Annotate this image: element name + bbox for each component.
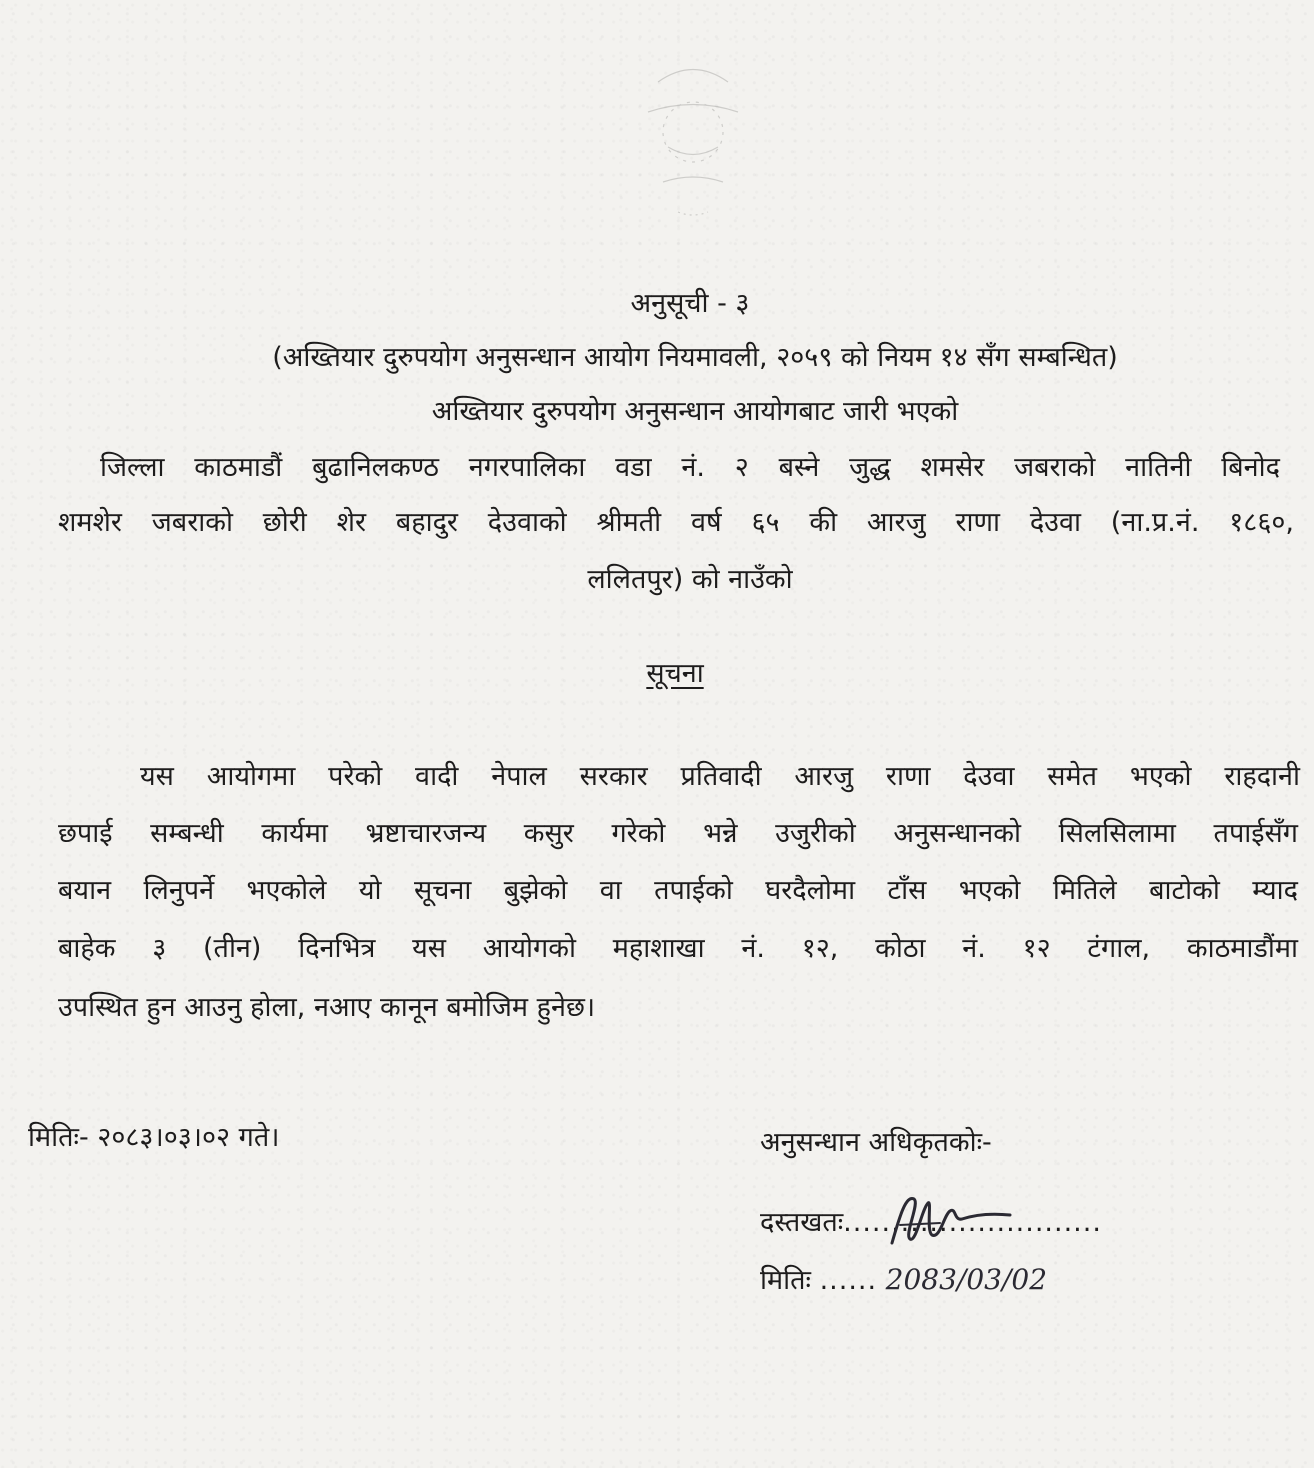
addressee-line-2: शमशेर जबराको छोरी शेर बहादुर देउवाको श्रीमती वर्ष ६५ की आरजु राणा देउवा (ना.प्र.नं. १८६०, xyxy=(58,507,1294,538)
issue-date: मितिः- २०८३।०३।०२ गते। xyxy=(28,1122,280,1153)
signature-dots: ........................... xyxy=(843,1207,1102,1238)
notice-body-line-4: बाहेक ३ (तीन) दिनभित्र यस आयोगको महाशाखा नं. १२, कोठा नं. १२ टंगाल, काठमाडौंमा xyxy=(58,933,1298,964)
sign-date-dots: ...... xyxy=(819,1265,878,1296)
embossed-seal-icon xyxy=(618,52,768,232)
sign-date-value: 2083/03/02 xyxy=(885,1263,1048,1296)
schedule-title: अनुसूची - ३ xyxy=(630,288,750,319)
issuer-line: अख्तियार दुरुपयोग अनुसन्धान आयोगबाट जारी भएको xyxy=(431,396,959,427)
rule-reference: (अख्तियार दुरुपयोग अनुसन्धान आयोग नियमावली, २०५९ को नियम १४ सँग सम्बन्धित) xyxy=(272,342,1118,373)
notice-body-line-3: बयान लिनुपर्ने भएकोले यो सूचना बुझेको वा तपाईको घरदैलोमा टाँस भएको मितिले बाटोको म्याद xyxy=(58,875,1298,906)
addressee-line-3: ललितपुर) को नाउँको xyxy=(587,564,793,595)
notice-heading: सूचना xyxy=(646,658,704,689)
signature-label: दस्तखतः xyxy=(760,1207,844,1238)
sign-date-label: मितिः xyxy=(760,1265,811,1296)
signature-scribble-icon xyxy=(870,1185,1020,1255)
officer-label: अनुसन्धान अधिकृतकोः- xyxy=(760,1127,992,1158)
notice-body-line-5: उपस्थित हुन आउनु होला, नआए कानून बमोजिम हुनेछ। xyxy=(58,992,596,1023)
addressee-line-1: जिल्ला काठमाडौं बुढानिलकण्ठ नगरपालिका वडा नं. २ बस्ने जुद्ध शमसेर जबराको नातिनी बिनोद xyxy=(100,452,1280,483)
notice-body-line-1: यस आयोगमा परेको वादी नेपाल सरकार प्रतिवादी आरजु राणा देउवा समेत भएको राहदानी xyxy=(140,761,1300,792)
notice-body-line-2: छपाई सम्बन्धी कार्यमा भ्रष्टाचारजन्य कसुर गरेको भन्ने उजुरीको अनुसन्धानको सिलसिलामा तपाईसँग xyxy=(58,818,1298,849)
sign-date-row xyxy=(760,1262,1047,1299)
